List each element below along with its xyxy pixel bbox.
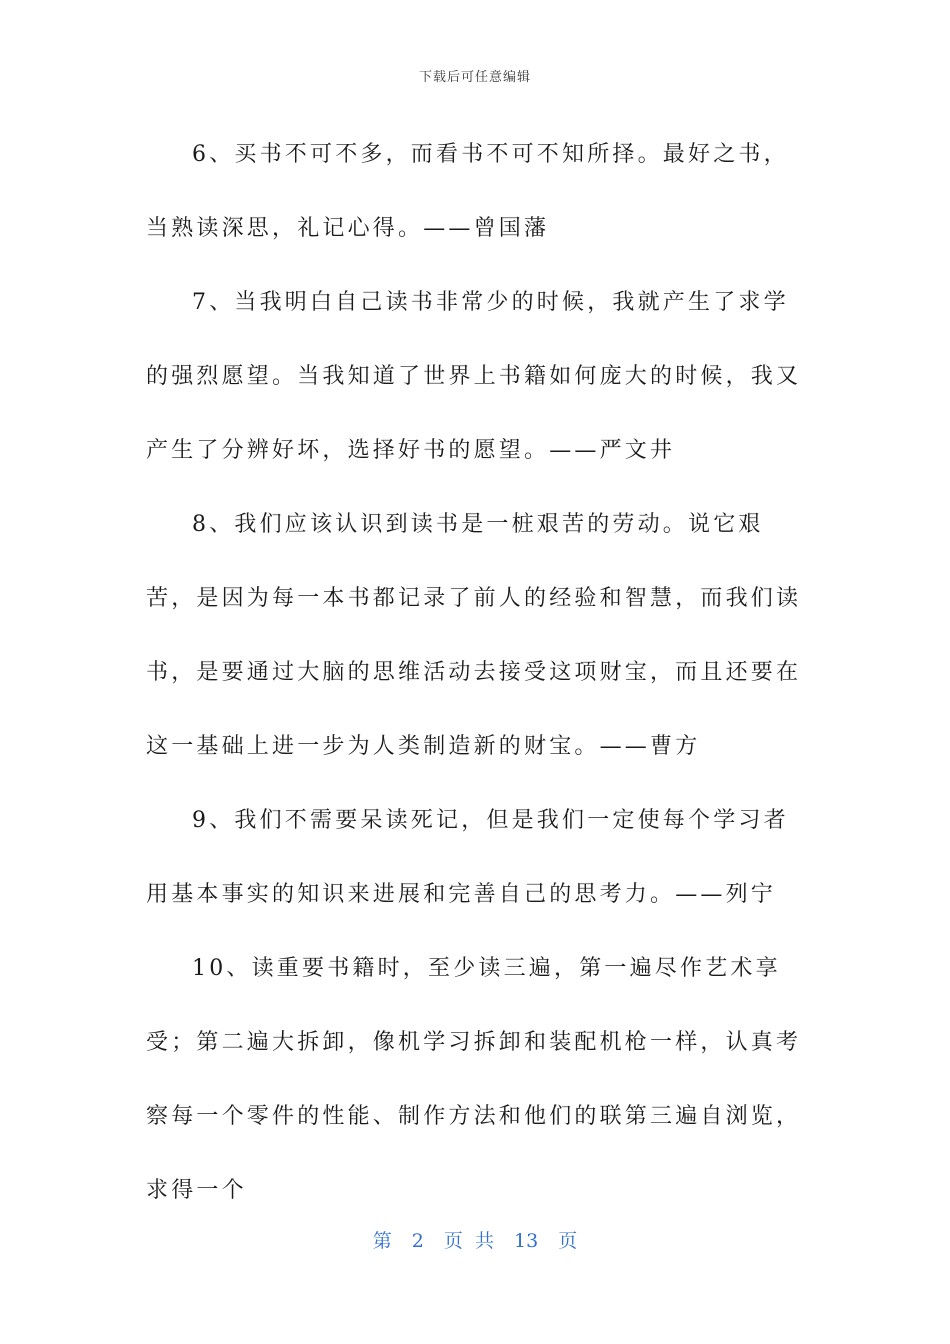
quote-paragraph-6: 6、买书不可不多，而看书不可不知所择。最好之书，当熟读深思，礼记心得。——曾国藩: [146, 142, 789, 241]
quote-paragraph-8: 8、我们应该认识到读书是一桩艰苦的劳动。说它艰苦，是因为每一本书都记录了前人的经验和智慧，而我们读书，是要通过大脑的思维活动去接受这项财宝，而且还要在这一基础上进一步为人类制造新的财宝。——曹方: [146, 512, 802, 759]
current-page-number: 2: [411, 1230, 424, 1252]
quote-paragraph-9: 9、我们不需要呆读死记，但是我们一定使每个学习者用基本事实的知识来进展和完善自己的思考力。——列宁: [146, 808, 789, 907]
quote-paragraph-7: 7、当我明白自己读书非常少的时候，我就产生了求学的强烈愿望。当我知道了世界上书籍如何庞大的时候，我又产生了分辨好坏，选择好书的愿望。——严文井: [146, 290, 802, 463]
footer-prefix: 第: [372, 1230, 392, 1252]
total-pages-number: 13: [514, 1230, 539, 1252]
footer-mid: 页 共: [443, 1230, 494, 1252]
quote-paragraph-10: 10、读重要书籍时，至少读三遍，第一遍尽作艺术享受；第二遍大拆卸，像机学习拆卸和装配机枪一样，认真考察每一个零件的性能、制作方法和他们的联第三遍自浏览，求得一个: [146, 956, 802, 1203]
footer-suffix: 页: [558, 1230, 578, 1252]
document-body: [146, 118, 806, 1228]
page-footer: [0, 1226, 950, 1253]
page-header: 下载后可任意编辑: [418, 70, 531, 85]
